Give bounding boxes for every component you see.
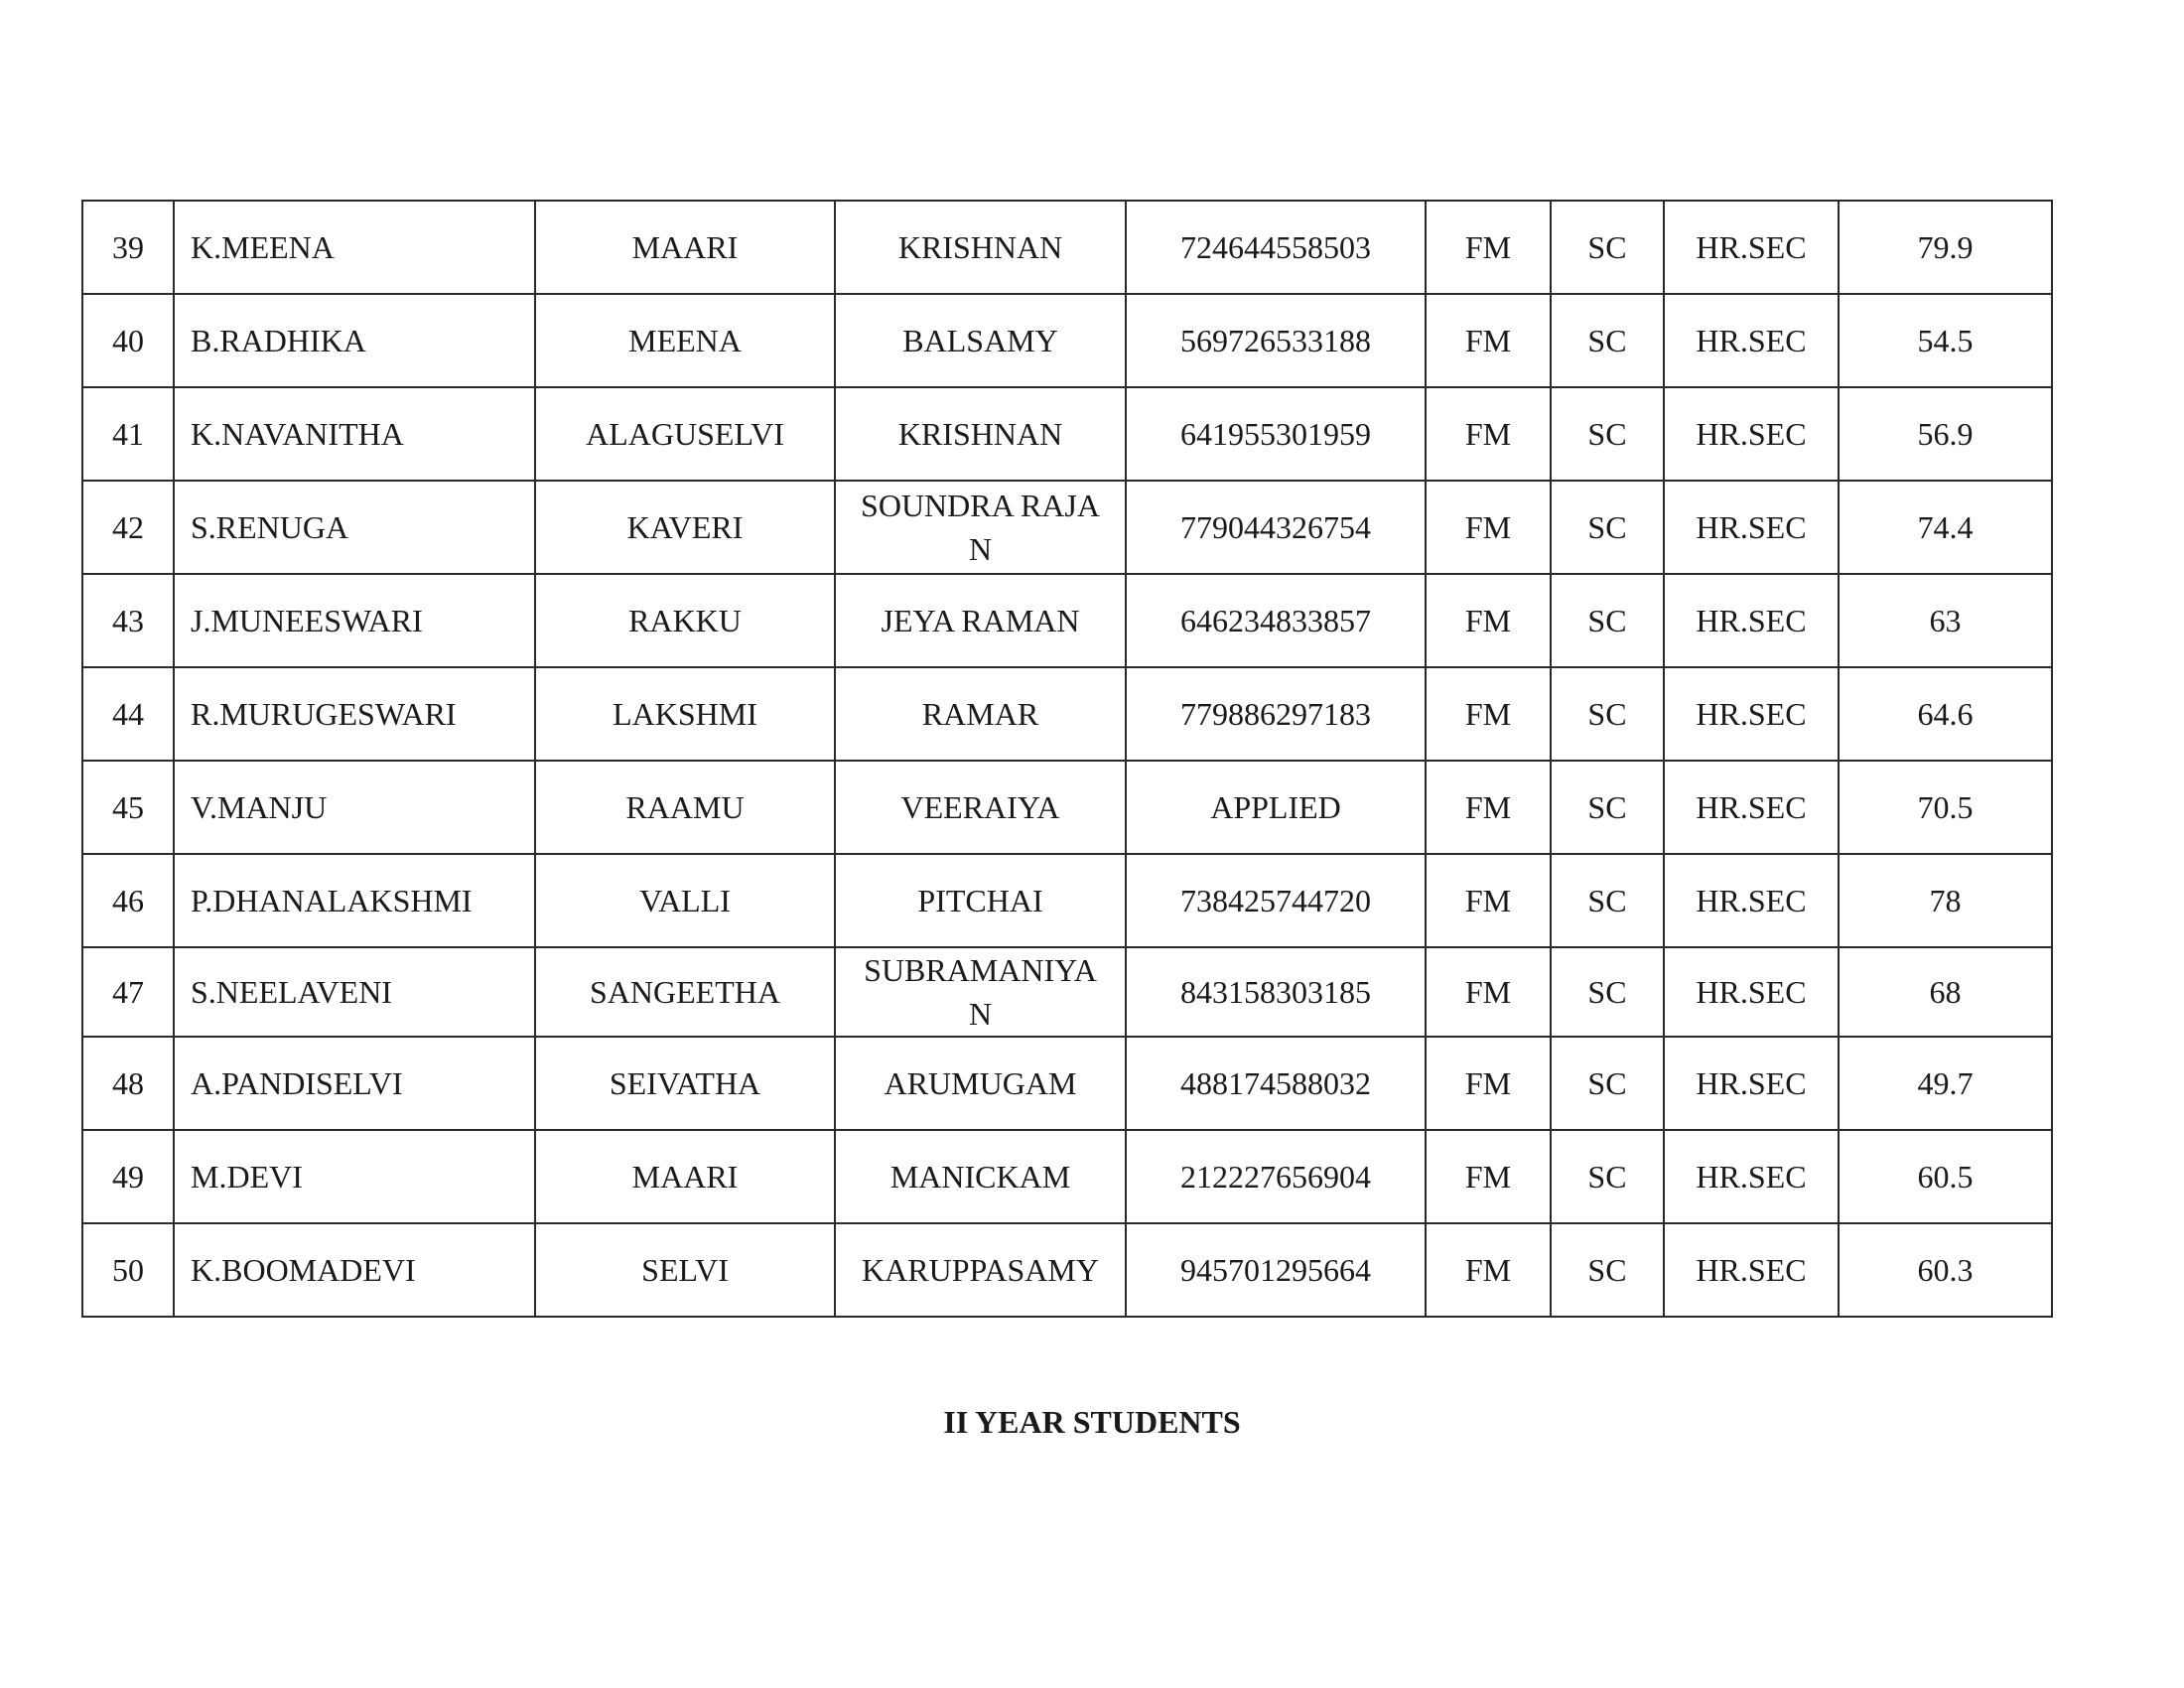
aadhaar-number-cell: 641955301959	[1126, 387, 1426, 481]
percentage-cell: 78	[1839, 854, 2052, 947]
gender-cell: FM	[1426, 1037, 1551, 1130]
aadhaar-number-cell: 945701295664	[1126, 1223, 1426, 1317]
qualification-cell: HR.SEC	[1664, 1037, 1839, 1130]
community-cell: SC	[1551, 387, 1664, 481]
percentage-cell: 79.9	[1839, 201, 2052, 294]
table-row	[82, 854, 2052, 947]
community-cell: SC	[1551, 574, 1664, 667]
community-cell: SC	[1551, 854, 1664, 947]
qualification-cell: HR.SEC	[1664, 761, 1839, 854]
student-name-cell: A.PANDISELVI	[174, 1037, 535, 1130]
table-row	[82, 667, 2052, 761]
aadhaar-number-cell: 779044326754	[1126, 481, 1426, 574]
father-name-cell: KRISHNAN	[835, 387, 1126, 481]
serial-number-cell: 45	[82, 761, 174, 854]
father-name-cell: ARUMUGAM	[835, 1037, 1126, 1130]
aadhaar-number-cell: 212227656904	[1126, 1130, 1426, 1223]
gender-cell: FM	[1426, 387, 1551, 481]
student-name-cell: M.DEVI	[174, 1130, 535, 1223]
serial-number-cell: 43	[82, 574, 174, 667]
gender-cell: FM	[1426, 761, 1551, 854]
percentage-cell: 70.5	[1839, 761, 2052, 854]
mother-name-cell: VALLI	[535, 854, 835, 947]
student-name-cell: V.MANJU	[174, 761, 535, 854]
community-cell: SC	[1551, 481, 1664, 574]
aadhaar-number-cell: 569726533188	[1126, 294, 1426, 387]
percentage-cell: 60.3	[1839, 1223, 2052, 1317]
father-name-cell: JEYA RAMAN	[835, 574, 1126, 667]
student-table	[81, 200, 2053, 1318]
mother-name-cell: ALAGUSELVI	[535, 387, 835, 481]
father-name-cell	[835, 481, 1126, 574]
serial-number-cell: 48	[82, 1037, 174, 1130]
mother-name-cell: MAARI	[535, 1130, 835, 1223]
community-cell: SC	[1551, 947, 1664, 1037]
serial-number-cell: 46	[82, 854, 174, 947]
table-row	[82, 1037, 2052, 1130]
gender-cell: FM	[1426, 667, 1551, 761]
mother-name-cell: MEENA	[535, 294, 835, 387]
community-cell: SC	[1551, 201, 1664, 294]
mother-name-cell: MAARI	[535, 201, 835, 294]
father-name-cell	[835, 947, 1126, 1037]
father-name-cell: MANICKAM	[835, 1130, 1126, 1223]
aadhaar-number-cell: 779886297183	[1126, 667, 1426, 761]
student-name-cell: K.MEENA	[174, 201, 535, 294]
community-cell: SC	[1551, 1037, 1664, 1130]
qualification-cell: HR.SEC	[1664, 1130, 1839, 1223]
percentage-cell: 60.5	[1839, 1130, 2052, 1223]
mother-name-cell: SEIVATHA	[535, 1037, 835, 1130]
student-name-cell: S.NEELAVENI	[174, 947, 535, 1037]
father-name-cell: KARUPPASAMY	[835, 1223, 1126, 1317]
table-row	[82, 387, 2052, 481]
father-name-cell: PITCHAI	[835, 854, 1126, 947]
aadhaar-number-cell: 646234833857	[1126, 574, 1426, 667]
father-name-cell: BALSAMY	[835, 294, 1126, 387]
qualification-cell: HR.SEC	[1664, 854, 1839, 947]
gender-cell: FM	[1426, 854, 1551, 947]
qualification-cell: HR.SEC	[1664, 481, 1839, 574]
father-name-text: SOUNDRA RAJAN	[861, 488, 1100, 567]
qualification-cell: HR.SEC	[1664, 201, 1839, 294]
father-name-text: SUBRAMANIYAN	[864, 952, 1097, 1032]
aadhaar-number-cell: APPLIED	[1126, 761, 1426, 854]
serial-number-cell: 50	[82, 1223, 174, 1317]
percentage-cell: 56.9	[1839, 387, 2052, 481]
section-heading: II YEAR STUDENTS	[943, 1404, 1241, 1440]
serial-number-cell: 49	[82, 1130, 174, 1223]
student-name-cell: R.MURUGESWARI	[174, 667, 535, 761]
serial-number-cell: 44	[82, 667, 174, 761]
mother-name-cell: SELVI	[535, 1223, 835, 1317]
qualification-cell: HR.SEC	[1664, 574, 1839, 667]
community-cell: SC	[1551, 1223, 1664, 1317]
gender-cell: FM	[1426, 201, 1551, 294]
aadhaar-number-cell: 843158303185	[1126, 947, 1426, 1037]
mother-name-cell: LAKSHMI	[535, 667, 835, 761]
table-row	[82, 574, 2052, 667]
percentage-cell: 49.7	[1839, 1037, 2052, 1130]
serial-number-cell: 40	[82, 294, 174, 387]
percentage-cell: 64.6	[1839, 667, 2052, 761]
gender-cell: FM	[1426, 574, 1551, 667]
serial-number-cell: 39	[82, 201, 174, 294]
father-name-cell: KRISHNAN	[835, 201, 1126, 294]
community-cell: SC	[1551, 1130, 1664, 1223]
serial-number-cell: 42	[82, 481, 174, 574]
gender-cell: FM	[1426, 481, 1551, 574]
table-row	[82, 294, 2052, 387]
student-name-cell: B.RADHIKA	[174, 294, 535, 387]
mother-name-cell: SANGEETHA	[535, 947, 835, 1037]
student-name-cell: K.BOOMADEVI	[174, 1223, 535, 1317]
percentage-cell: 74.4	[1839, 481, 2052, 574]
qualification-cell: HR.SEC	[1664, 294, 1839, 387]
qualification-cell: HR.SEC	[1664, 387, 1839, 481]
qualification-cell: HR.SEC	[1664, 667, 1839, 761]
community-cell: SC	[1551, 761, 1664, 854]
percentage-cell: 63	[1839, 574, 2052, 667]
aadhaar-number-cell: 724644558503	[1126, 201, 1426, 294]
community-cell: SC	[1551, 294, 1664, 387]
mother-name-cell: RAAMU	[535, 761, 835, 854]
serial-number-cell: 47	[82, 947, 174, 1037]
aadhaar-number-cell: 738425744720	[1126, 854, 1426, 947]
gender-cell: FM	[1426, 1130, 1551, 1223]
student-name-cell: S.RENUGA	[174, 481, 535, 574]
table-row	[82, 761, 2052, 854]
table-row	[82, 1223, 2052, 1317]
mother-name-cell: RAKKU	[535, 574, 835, 667]
gender-cell: FM	[1426, 1223, 1551, 1317]
table-row	[82, 1130, 2052, 1223]
table-row	[82, 947, 2052, 1037]
gender-cell: FM	[1426, 294, 1551, 387]
serial-number-cell: 41	[82, 387, 174, 481]
gender-cell: FM	[1426, 947, 1551, 1037]
table-row	[82, 481, 2052, 574]
father-name-cell: VEERAIYA	[835, 761, 1126, 854]
community-cell: SC	[1551, 667, 1664, 761]
percentage-cell: 54.5	[1839, 294, 2052, 387]
table-row	[82, 201, 2052, 294]
father-name-cell: RAMAR	[835, 667, 1126, 761]
qualification-cell: HR.SEC	[1664, 1223, 1839, 1317]
aadhaar-number-cell: 488174588032	[1126, 1037, 1426, 1130]
student-name-cell: K.NAVANITHA	[174, 387, 535, 481]
qualification-cell: HR.SEC	[1664, 947, 1839, 1037]
student-name-cell: J.MUNEESWARI	[174, 574, 535, 667]
percentage-cell: 68	[1839, 947, 2052, 1037]
mother-name-cell: KAVERI	[535, 481, 835, 574]
student-name-cell: P.DHANALAKSHMI	[174, 854, 535, 947]
